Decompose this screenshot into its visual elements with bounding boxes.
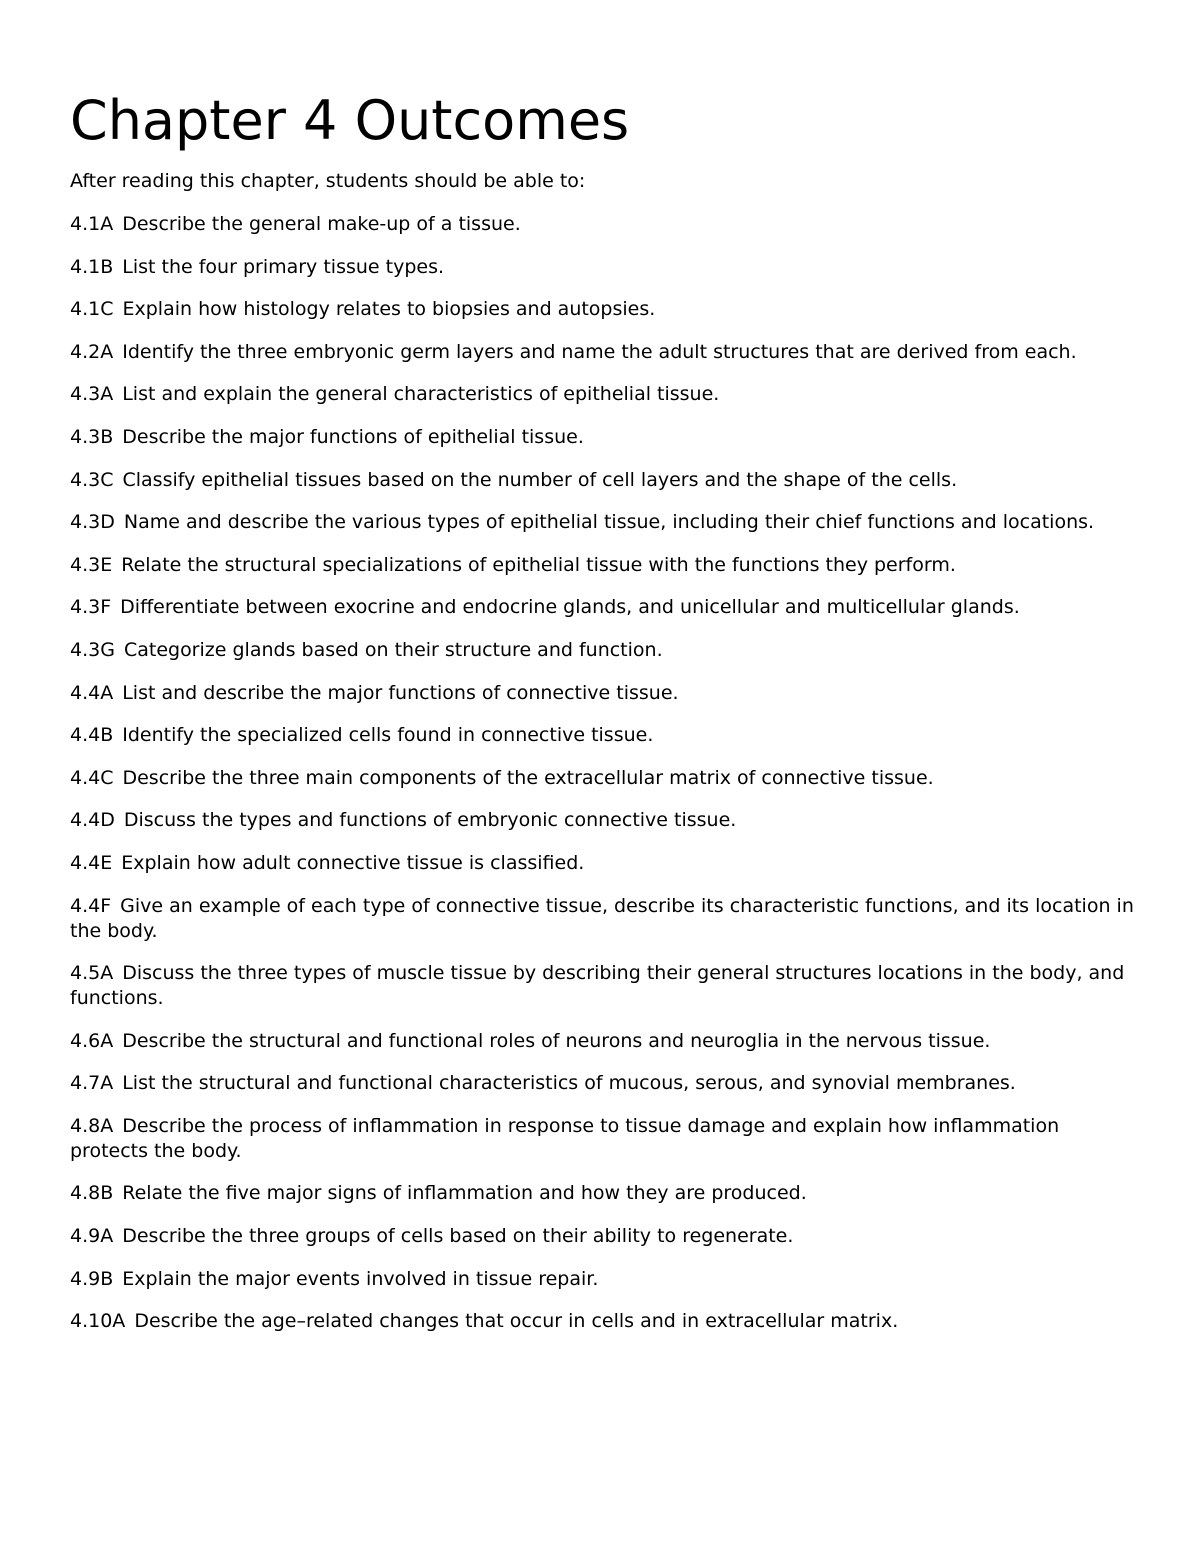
outcome-code: 4.5A [70,962,114,985]
outcome-code: 4.4B [70,724,114,747]
outcome-item [70,425,1135,450]
outcome-item [70,212,1135,237]
outcome-item [70,1029,1135,1054]
outcome-code: 4.8A [70,1114,114,1137]
outcome-code: 4.4D [70,809,115,832]
outcome-code: 4.8B [70,1182,114,1205]
outcome-item [70,766,1135,791]
outcome-text: Identify the three embryonic germ layers and name the adult structures that are derived from each. [122,340,1077,363]
outcome-item [70,894,1135,944]
outcome-item [70,681,1135,706]
outcome-text: List and explain the general characteristics of epithelial tissue. [122,383,720,406]
outcome-code: 4.9A [70,1225,114,1248]
outcome-item [70,961,1135,1011]
outcome-text: List the four primary tissue types. [122,255,445,278]
outcome-list [70,212,1135,1334]
outcome-text: Describe the structural and functional roles of neurons and neuroglia in the nervous tissue. [122,1029,991,1052]
outcome-code: 4.7A [70,1072,114,1095]
outcome-code: 4.3D [70,511,115,534]
outcome-item [70,340,1135,365]
outcome-item [70,1224,1135,1249]
outcome-text: Relate the five major signs of inflammation and how they are produced. [122,1182,807,1205]
outcome-item [70,382,1135,407]
outcome-code: 4.1A [70,213,114,235]
outcome-text: Identify the specialized cells found in connective tissue. [122,724,654,747]
outcome-text: Name and describe the various types of epithelial tissue, including their chief functions and locations. [123,511,1095,534]
outcome-item [70,1114,1135,1164]
outcome-item [70,1267,1135,1292]
outcome-text: List and describe the major functions of connective tissue. [122,681,679,704]
outcome-code: 4.10A [70,1310,126,1333]
document-page [70,85,1135,1352]
outcome-code: 4.2A [70,340,114,363]
outcome-code: 4.3F [70,596,112,619]
outcome-text: Discuss the types and functions of embryonic connective tissue. [123,809,737,832]
outcome-code: 4.4A [70,681,114,704]
outcome-text: Describe the three main components of the extracellular matrix of connective tissue. [122,766,934,789]
outcome-item [70,808,1135,833]
outcome-text: Classify epithelial tissues based on the number of cell layers and the shape of the cells. [122,468,958,491]
outcome-code: 4.3B [70,425,114,448]
outcome-text: Describe the age–related changes that occur in cells and in extracellular matrix. [134,1310,899,1333]
intro-text: After reading this chapter, students should be able to: [70,170,586,192]
outcome-item [70,553,1135,578]
outcome-item [70,1071,1135,1096]
outcome-item [70,510,1135,535]
outcome-text: Give an example of each type of connective tissue, describe its characteristic functions, and its location in the body. [70,894,1134,942]
outcome-code: 4.6A [70,1029,114,1052]
page-title: Chapter 4 Outcomes [70,89,630,152]
outcome-text: Explain the major events involved in tissue repair. [122,1267,599,1290]
outcome-text: Describe the major functions of epithelial tissue. [122,425,584,448]
outcome-code: 4.1B [70,255,114,278]
outcome-text: Describe the general make-up of a tissue. [122,213,521,235]
outcome-code: 4.3E [70,553,113,576]
outcome-code: 4.3A [70,383,114,406]
outcome-item [70,723,1135,748]
outcome-item [70,297,1135,322]
outcome-text: List the structural and functional characteristics of mucous, serous, and synovial membranes. [122,1072,1016,1095]
outcome-item [70,1181,1135,1206]
outcome-text: Explain how adult connective tissue is classified. [121,851,585,874]
outcome-text: Explain how histology relates to biopsies and autopsies. [122,298,656,321]
outcome-code: 4.4F [70,894,112,917]
outcome-code: 4.1C [70,298,114,321]
outcome-code: 4.9B [70,1267,114,1290]
outcome-text: Relate the structural specializations of epithelial tissue with the functions they perform. [121,553,956,576]
outcome-code: 4.3C [70,468,114,491]
outcome-text: Differentiate between exocrine and endocrine glands, and unicellular and multicellular glands. [120,596,1020,619]
outcome-code: 4.4C [70,766,114,789]
outcome-text: Categorize glands based on their structure and function. [123,638,663,661]
outcome-text: Discuss the three types of muscle tissue by describing their general structures locations in the body, and functions. [70,962,1125,1010]
outcome-item [70,468,1135,493]
outcome-item [70,255,1135,280]
outcome-item [70,851,1135,876]
outcome-text: Describe the three groups of cells based on their ability to regenerate. [122,1225,794,1248]
outcome-item [70,595,1135,620]
outcome-text: Describe the process of inflammation in response to tissue damage and explain how inflammation protects the body. [70,1114,1060,1162]
outcome-code: 4.3G [70,638,115,661]
outcome-code: 4.4E [70,851,113,874]
outcome-item [70,1309,1135,1334]
outcome-item [70,638,1135,663]
